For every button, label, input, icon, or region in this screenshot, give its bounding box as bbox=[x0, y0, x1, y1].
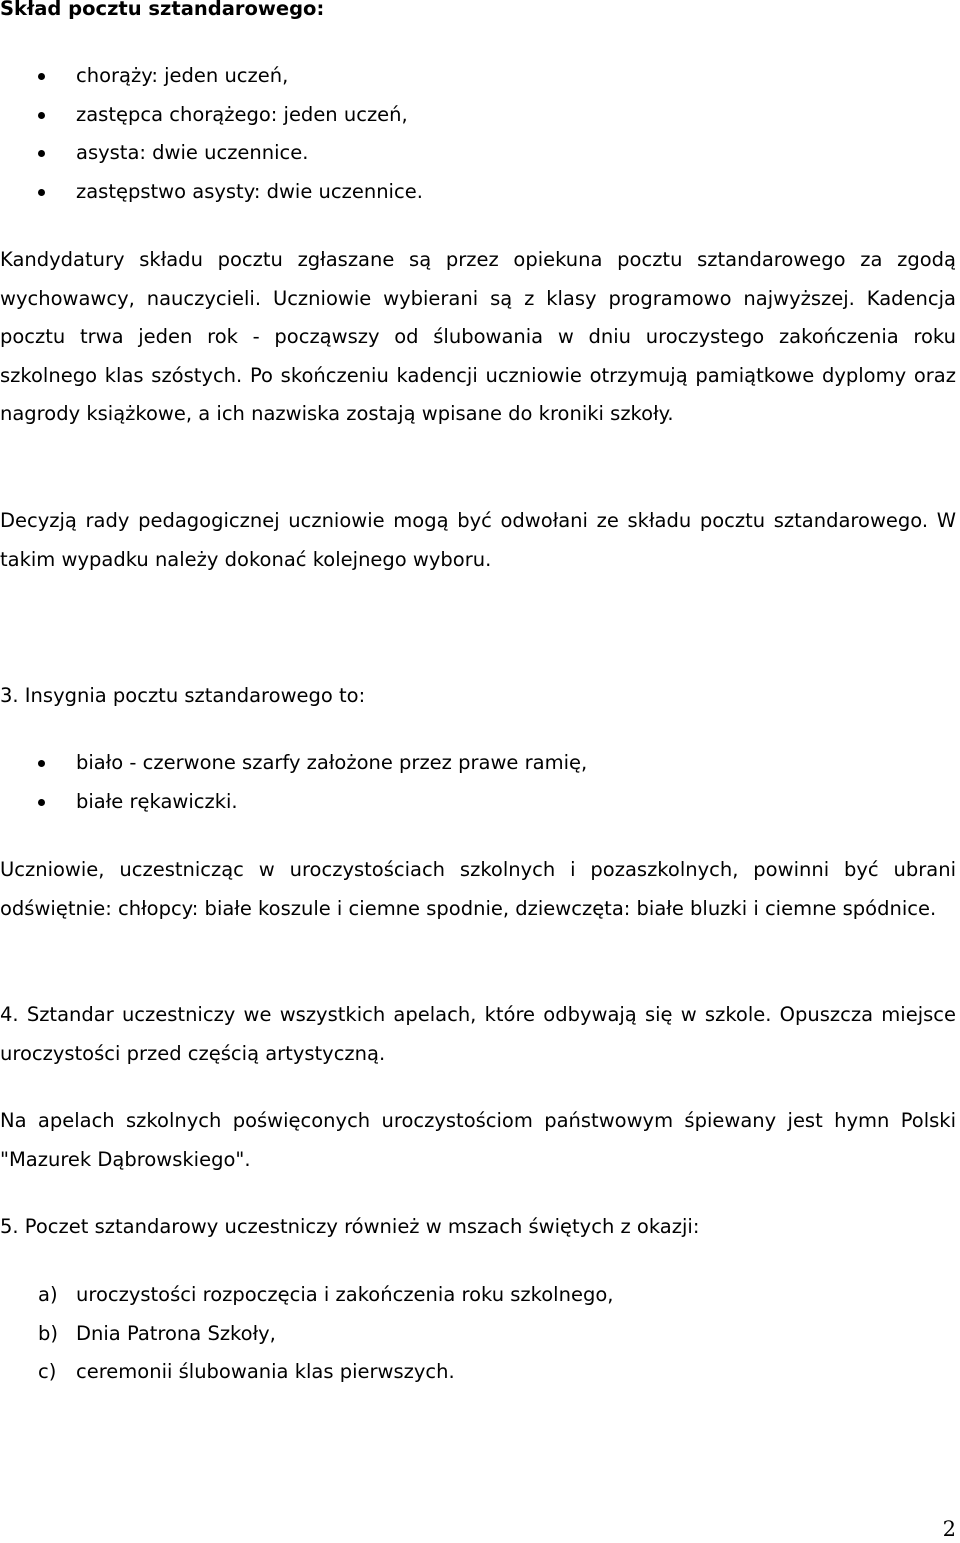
list-item-text: chorąży: jeden uczeń, bbox=[76, 64, 289, 87]
bullet-icon bbox=[38, 112, 45, 119]
list-marker: c) bbox=[38, 1360, 57, 1383]
list-item bbox=[0, 1315, 900, 1354]
list-item bbox=[0, 134, 900, 173]
bullet-icon bbox=[38, 799, 45, 806]
list-item-text: biało - czerwone szarfy założone przez prawe ramię, bbox=[76, 751, 588, 774]
bullet-icon bbox=[38, 150, 45, 157]
list-item bbox=[0, 1276, 900, 1315]
list-item-text: ceremonii ślubowania klas pierwszych. bbox=[76, 1360, 455, 1383]
section-heading: Skład pocztu sztandarowego: bbox=[0, 0, 325, 20]
list-item-text: asysta: dwie uczennice. bbox=[76, 141, 309, 164]
list-marker: b) bbox=[38, 1321, 58, 1345]
list-item-text: uroczystości rozpoczęcia i zakończenia roku szkolnego, bbox=[76, 1283, 614, 1306]
occasions-list bbox=[0, 1276, 900, 1392]
list-item-text: Dnia Patrona Szkoły, bbox=[76, 1321, 276, 1345]
bullet-icon bbox=[38, 760, 45, 767]
paragraph-dismissal: Decyzją rady pedagogicznej uczniowie mogą być odwołani ze składu pocztu sztandarowego. W takim wypadku należy dokonać kolejnego wyboru. bbox=[0, 509, 956, 571]
list-item-text: zastępstwo asysty: dwie uczennice. bbox=[76, 179, 423, 203]
composition-list bbox=[0, 57, 900, 211]
bullet-icon bbox=[38, 73, 45, 80]
list-item bbox=[0, 57, 900, 96]
list-marker: a) bbox=[38, 1283, 58, 1306]
list-item bbox=[0, 1353, 900, 1392]
list-item bbox=[0, 173, 900, 212]
section-5-title: 5. Poczet sztandarowy uczestniczy również w mszach świętych z okazji: bbox=[0, 1215, 700, 1238]
list-item bbox=[0, 744, 900, 783]
paragraph-anthem: Na apelach szkolnych poświęconych uroczystościom państwowym śpiewany jest hymn Polski "Mazurek Dąbrowskiego". bbox=[0, 1109, 956, 1171]
insignia-list bbox=[0, 744, 900, 821]
paragraph-section-4: 4. Sztandar uczestniczy we wszystkich apelach, które odbywają się w szkole. Opuszcza miejsce uroczystości przed częścią artystyczną. bbox=[0, 1003, 956, 1065]
list-item bbox=[0, 96, 900, 135]
section-3-title: 3. Insygnia pocztu sztandarowego to: bbox=[0, 684, 366, 707]
list-item-text: zastępca chorążego: jeden uczeń, bbox=[76, 102, 408, 126]
bullet-icon bbox=[38, 189, 45, 196]
list-item-text: białe rękawiczki. bbox=[76, 789, 238, 813]
list-item bbox=[0, 783, 900, 822]
paragraph-candidates: Kandydatury składu pocztu zgłaszane są przez opiekuna pocztu sztandarowego za zgodą wychowawcy, nauczycieli. Uczniowie wybierani są z klasy programowo najwyższej. Kadencja pocztu trwa jeden rok - począwszy od ślubowania w dniu uroczystego zakończenia roku szkolnego klas szóstych. Po skończeniu kadencji uczniowie otrzymują pamiątkowe dyplomy oraz nagrody książkowe, a ich nazwiska zostają wpisane do kroniki szkoły. bbox=[0, 248, 956, 425]
paragraph-attire: Uczniowie, uczestnicząc w uroczystościach szkolnych i pozaszkolnych, powinni być ubrani odświętnie: chłopcy: białe koszule i ciemne spodnie, dziewczęta: białe bluzki i ciemne spódnice. bbox=[0, 858, 956, 920]
page-number: 2 bbox=[942, 1517, 956, 1541]
